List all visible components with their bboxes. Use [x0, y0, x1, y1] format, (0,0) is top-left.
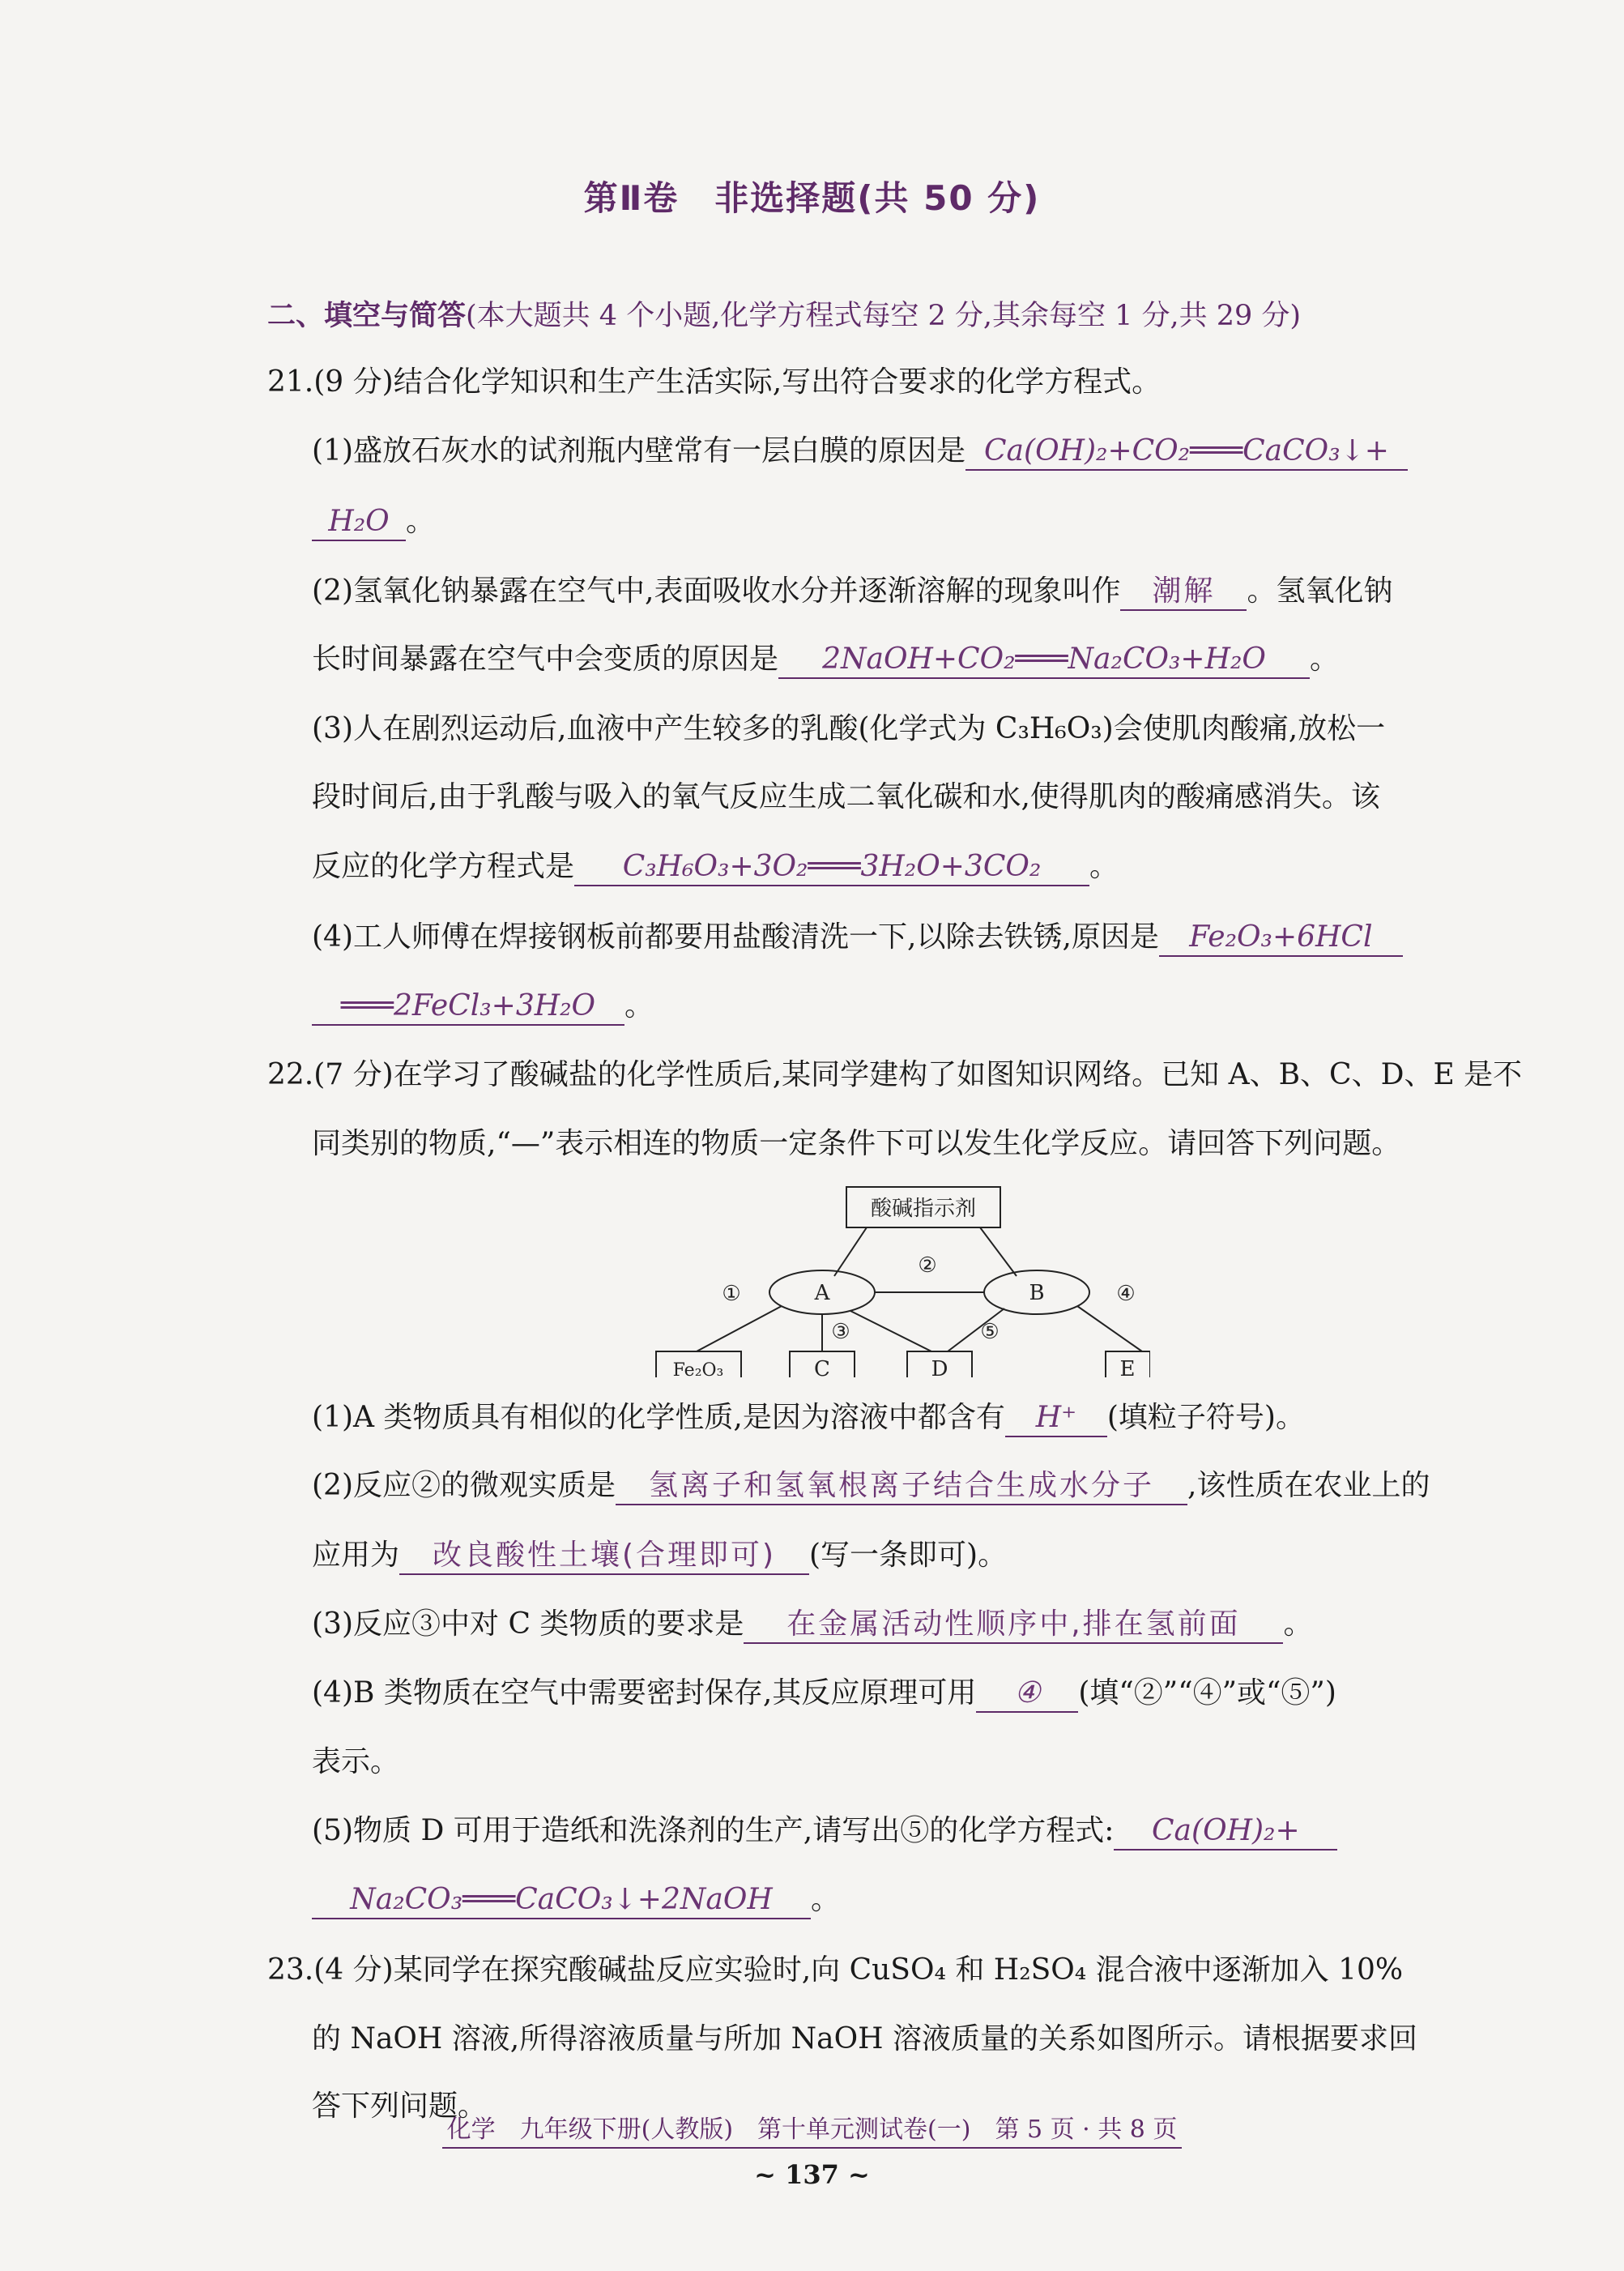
- period: 。: [811, 1883, 841, 1916]
- q22-p5-answer-a: Ca(OH)₂+: [1114, 1813, 1337, 1851]
- q22-p4: [312, 1676, 1336, 1713]
- q21-p2-text-b: 。氢氧化钠: [1247, 574, 1393, 608]
- q21-p4-cont: [312, 988, 654, 1026]
- q22-p4-cont: 表示。: [312, 1745, 400, 1778]
- q22-p4-answer: ④: [976, 1676, 1078, 1713]
- q21-p2-answer-b: 2NaOH+CO₂═══Na₂CO₃+H₂O: [778, 642, 1310, 679]
- q21-p2-text-a: (2)氢氧化钠暴露在空气中,表面吸收水分并逐渐溶解的现象叫作: [312, 574, 1121, 608]
- q22-p1-text-a: (1)A 类物质具有相似的化学性质,是因为溶液中都含有: [312, 1401, 1005, 1434]
- indicator-label: 酸碱指示剂: [870, 1197, 977, 1221]
- q22-p2-text-a: (2)反应②的微观实质是: [312, 1469, 616, 1502]
- q22-p4-text-b: (填“②”“④”或“⑤”): [1078, 1676, 1336, 1710]
- section-note: (本大题共 4 个小题,化学方程式每空 2 分,其余每空 1 分,共 29 分): [466, 300, 1302, 332]
- q21-p2-answer-a: 潮解: [1120, 574, 1247, 611]
- reaction-4-label: ④: [1116, 1282, 1136, 1306]
- q22-p2-cont: [312, 1538, 1007, 1575]
- q22-p1: [312, 1400, 1305, 1437]
- q22-p5-answer-b: Na₂CO₃═══CaCO₃↓+2NaOH: [312, 1882, 811, 1919]
- q21-p4-answer-b: ═══2FeCl₃+3H₂O: [312, 988, 624, 1026]
- node-a-label: A: [814, 1281, 830, 1305]
- q22-p3-answer: 在金属活动性顺序中,排在氢前面: [744, 1607, 1283, 1644]
- reaction-2-label: ②: [918, 1253, 937, 1278]
- q23-line-2: 的 NaOH 溶液,所得溶液质量与所加 NaOH 溶液质量的关系如图所示。请根据要求回: [312, 2022, 1417, 2055]
- q21-p3-text-c: 反应的化学方程式是: [312, 850, 575, 883]
- period: 。: [624, 989, 654, 1022]
- q21-p1-answer-a: Ca(OH)₂+CO₂═══CaCO₃↓+: [965, 433, 1408, 471]
- q21-p3-answer: C₃H₆O₃+3O₂═══3H₂O+3CO₂: [574, 849, 1089, 886]
- q22-p2-text-c: 应用为: [312, 1539, 400, 1572]
- q23-line-1: 23.(4 分)某同学在探究酸碱盐反应实验时,向 CuSO₄ 和 H₂SO₄ 混合液中逐渐加入 10%: [267, 1953, 1404, 1987]
- reaction-1-label: ①: [722, 1282, 741, 1306]
- q22-p5: [312, 1813, 1337, 1851]
- q21-p1: [312, 433, 1408, 471]
- fe2o3-label: Fe₂O₃: [672, 1360, 724, 1377]
- q23-line-3: 答下列问题。: [312, 2090, 488, 2123]
- q22-p1-text-b: (填粒子符号)。: [1106, 1401, 1305, 1434]
- q21-p4-text: (4)工人师傅在焊接钢板前都要用盐酸清洗一下,以除去铁锈,原因是: [312, 920, 1159, 954]
- q22-p3-text-a: (3)反应③中对 C 类物质的要求是: [312, 1607, 744, 1641]
- q21-p1-cont: [312, 504, 435, 541]
- period: 。: [1089, 850, 1119, 883]
- q22-p5-text: (5)物质 D 可用于造纸和洗涤剂的生产,请写出⑤的化学方程式:: [312, 1814, 1115, 1847]
- q21-p4: [312, 920, 1403, 957]
- page-footer: [0, 2109, 1624, 2145]
- q21-p3-c: [312, 849, 1119, 886]
- section-heading: 二、填空与简答: [267, 300, 467, 332]
- q22-p2: [312, 1468, 1430, 1505]
- node-b-label: B: [1029, 1281, 1045, 1305]
- q22-p4-text-a: (4)B 类物质在空气中需要密封保存,其反应原理可用: [312, 1676, 977, 1710]
- q22-stem-b: 同类别的物质,“—”表示相连的物质一定条件下可以发生化学反应。请回答下列问题。: [312, 1127, 1401, 1160]
- q21-stem: 21.(9 分)结合化学知识和生产生活实际,写出符合要求的化学方程式。: [267, 365, 1162, 399]
- q22-p2-answer-a: 氢离子和氢氧根离子结合生成水分子: [616, 1468, 1187, 1505]
- section-header: [267, 293, 1301, 334]
- section-title: 第Ⅱ卷 非选择题(共 50 分): [583, 178, 1041, 218]
- q21-p3-b: 段时间后,由于乳酸与吸入的氧气反应生成二氧化碳和水,使得肌肉的酸痛感消失。该: [312, 780, 1380, 813]
- q22-p2-text-d: (写一条即可)。: [809, 1539, 1008, 1572]
- footer-text: 化学 九年级下册(人教版) 第十单元测试卷(一) 第 5 页 · 共 8 页: [442, 2115, 1183, 2149]
- q21-p1-text: (1)盛放石灰水的试剂瓶内壁常有一层白膜的原因是: [312, 434, 965, 467]
- period: 。: [1310, 642, 1340, 676]
- node-d-label: D: [931, 1357, 948, 1377]
- q21-p4-answer-a: Fe₂O₃+6HCl: [1159, 920, 1403, 957]
- q22-p1-answer: H⁺: [1005, 1400, 1107, 1437]
- page-number: ~ 137 ~: [754, 2159, 870, 2190]
- knowledge-network-diagram: [648, 1183, 1150, 1377]
- reaction-5-label: ⑤: [980, 1320, 1000, 1344]
- q22-stem-a: 22.(7 分)在学习了酸碱盐的化学性质后,某同学建构了如图知识网络。已知 A、B、C、D、E 是不: [267, 1058, 1523, 1091]
- node-c-label: C: [814, 1357, 830, 1377]
- q21-p2-text-c: 长时间暴露在空气中会变质的原因是: [312, 642, 779, 676]
- period: 。: [1283, 1607, 1313, 1641]
- q22-p5-cont: [312, 1882, 840, 1919]
- q22-p2-answer-b: 改良酸性土壤(合理即可): [399, 1538, 809, 1575]
- q22-p3: [312, 1607, 1312, 1644]
- q21-p2: [312, 574, 1392, 611]
- period: 。: [406, 505, 436, 538]
- q22-p2-text-b: ,该性质在农业上的: [1187, 1469, 1430, 1502]
- reaction-3-label: ③: [831, 1320, 850, 1344]
- q21-p1-answer-b: H₂O: [312, 504, 406, 541]
- node-e-label: E: [1119, 1357, 1136, 1377]
- q21-p2-cont: [312, 642, 1339, 679]
- q21-p3-a: (3)人在剧烈运动后,血液中产生较多的乳酸(化学式为 C₃H₆O₃)会使肌肉酸痛,放松一: [312, 712, 1386, 745]
